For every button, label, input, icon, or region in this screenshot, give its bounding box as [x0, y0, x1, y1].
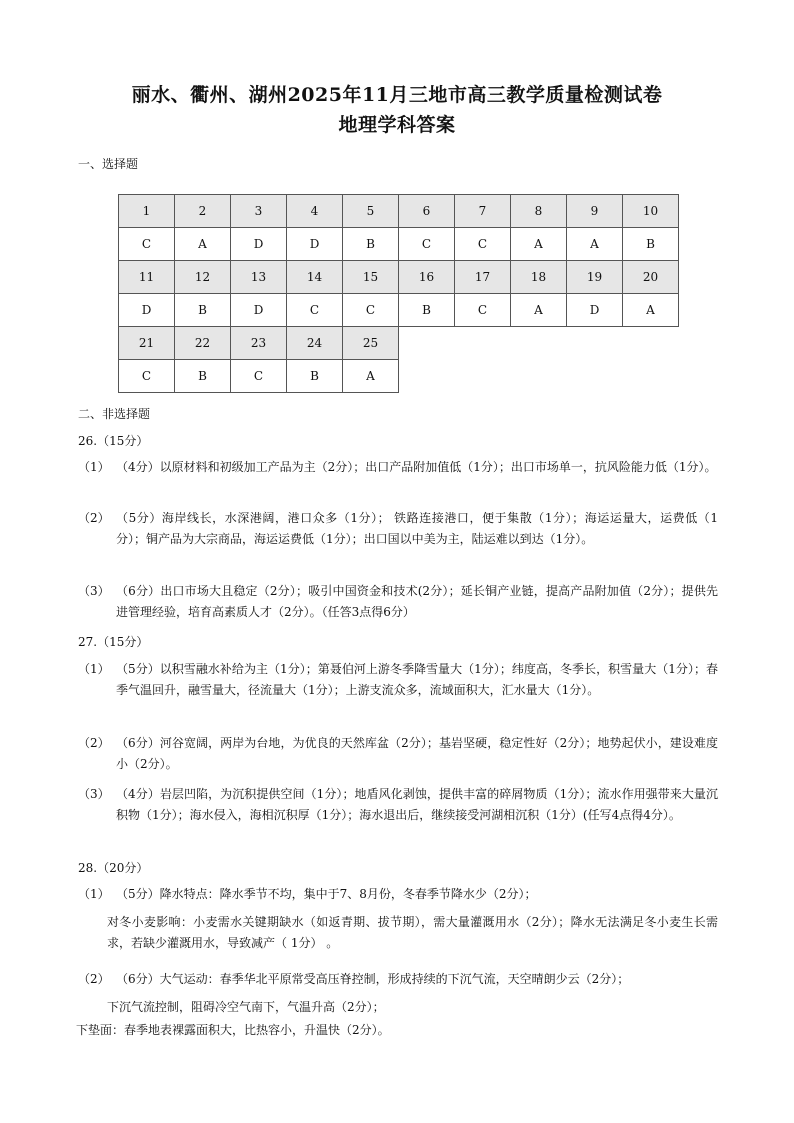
table-row-numbers	[119, 195, 679, 228]
question-number: 5	[343, 195, 399, 228]
question-number: 18	[511, 261, 567, 294]
q27-heading: 27.（15分）	[78, 635, 149, 649]
q26-text-2: （5分）海岸线长，水深港阔，港口众多（1分）； 铁路连接港口，便于集散（1分）；海运运量大，运费低（1分）；铜产品为大宗商品，海运运费低（1分）；出口国以中美为主，陆运难以到达（1分）。	[116, 511, 718, 546]
question-number: 9	[567, 195, 623, 228]
q27-answer-1	[78, 659, 718, 701]
q27-label-1: （1）	[78, 662, 110, 676]
question-number: 1	[119, 195, 175, 228]
answer-key: B	[287, 360, 343, 393]
answer-key: B	[343, 228, 399, 261]
q28-text-1: （5分）降水特点：降水季节不均，集中于7、8月份，冬春季节降水少（2分）；	[116, 887, 537, 901]
empty-cell	[399, 327, 679, 360]
question-number: 11	[119, 261, 175, 294]
empty-cell	[399, 360, 679, 393]
answer-key: B	[175, 360, 231, 393]
answer-key: B	[175, 294, 231, 327]
q28-label-2: （2）	[78, 972, 110, 986]
question-number: 12	[175, 261, 231, 294]
q27-label-3: （3）	[78, 787, 110, 801]
answer-key: A	[511, 294, 567, 327]
answer-key: B	[623, 228, 679, 261]
q26-label-2: （2）	[78, 511, 110, 525]
q26-label-1: （1）	[78, 460, 110, 474]
answer-key: C	[287, 294, 343, 327]
answer-key: C	[343, 294, 399, 327]
answer-key: D	[231, 294, 287, 327]
question-number: 17	[455, 261, 511, 294]
q27-label-2: （2）	[78, 736, 110, 750]
q26-answer-3	[78, 581, 718, 623]
answer-key: A	[567, 228, 623, 261]
answer-key: C	[399, 228, 455, 261]
answer-key: C	[231, 360, 287, 393]
question-number: 22	[175, 327, 231, 360]
question-number: 10	[623, 195, 679, 228]
question-number: 8	[511, 195, 567, 228]
question-number: 2	[175, 195, 231, 228]
document-title: 丽水、衢州、湖州2025年11月三地市高三教学质量检测试卷	[131, 84, 663, 106]
question-number: 4	[287, 195, 343, 228]
q28-label-1: （1）	[78, 887, 110, 901]
q28-answer-1	[78, 884, 718, 905]
answer-key: C	[455, 294, 511, 327]
q26-text-3: （6分）出口市场大且稳定（2分）；吸引中国资金和技术(2分）；延长铜产业链，提高产品附加值（2分）；提供先进管理经验，培育高素质人才（2分）。（任答3点得6分）	[116, 584, 718, 619]
q26-text-1: （4分）以原材料和初级加工产品为主（2分）；出口产品附加值低（1分）；出口市场单一，抗风险能力低（1分）。	[116, 460, 717, 474]
answer-key: B	[399, 294, 455, 327]
answer-key: A	[175, 228, 231, 261]
q27-text-1: （5分）以积雪融水补给为主（1分）；第聂伯河上游冬季降雪量大（1分）；纬度高，冬季长，积雪量大（1分）；春季气温回升，融雪量大，径流量大（1分）；上游支流众多，流域面积大，汇水量大（1分）。	[116, 662, 718, 697]
answer-key: D	[567, 294, 623, 327]
question-number: 7	[455, 195, 511, 228]
answer-key: D	[287, 228, 343, 261]
answer-key: A	[343, 360, 399, 393]
q27-answer-3	[78, 784, 718, 826]
question-number: 20	[623, 261, 679, 294]
q28-heading: 28.（20分）	[78, 861, 149, 875]
table-row-answers	[119, 360, 679, 393]
answer-key: C	[455, 228, 511, 261]
table-row-numbers	[119, 327, 679, 360]
document-subtitle: 地理学科答案	[338, 114, 456, 136]
question-number: 24	[287, 327, 343, 360]
question-number: 3	[231, 195, 287, 228]
section-choice-heading: 一、选择题	[78, 157, 139, 171]
q26-label-3: （3）	[78, 584, 110, 598]
q27-answer-2	[78, 733, 718, 775]
answer-table	[118, 194, 679, 393]
answer-key: C	[119, 360, 175, 393]
question-number: 23	[231, 327, 287, 360]
q28-answer-2b: 下沉气流控制，阻碍冷空气南下，气温升高（2分）；	[107, 1000, 385, 1014]
q26-answer-2	[78, 508, 718, 550]
q28-answer-2	[78, 969, 718, 990]
q28-text-2: （6分）大气运动：春季华北平原常受高压脊控制，形成持续的下沉气流，天空晴朗少云（2分）；	[116, 972, 630, 986]
q27-text-3: （4分）岩层凹陷，为沉积提供空间（1分）；地盾风化剥蚀，提供丰富的碎屑物质（1分）；流水作用强带来大量沉积物（1分）；海水侵入，海相沉积厚（1分）；海水退出后，继续接受河湖相沉积（1分）(任写4点得4分）。	[116, 787, 718, 822]
answer-key: D	[231, 228, 287, 261]
question-number: 13	[231, 261, 287, 294]
question-number: 21	[119, 327, 175, 360]
section-nonchoice-heading: 二、非选择题	[78, 407, 151, 421]
table-row-answers	[119, 294, 679, 327]
q28-answer-1b: 对冬小麦影响：小麦需水关键期缺水（如返青期、拔节期），需大量灌溉用水（2分）；降水无法满足冬小麦生长需求，若缺少灌溉用水，导致减产（ 1分） 。	[107, 915, 718, 950]
q27-text-2: （6分）河谷宽阔，两岸为台地，为优良的天然库盆（2分）；基岩坚硬，稳定性好（2分）；地势起伏小，建设难度小（2分）。	[116, 736, 718, 771]
q26-answer-1	[78, 457, 718, 478]
answer-key: A	[623, 294, 679, 327]
question-number: 25	[343, 327, 399, 360]
table-row-numbers	[119, 261, 679, 294]
answer-key: C	[119, 228, 175, 261]
q26-heading: 26.（15分）	[78, 434, 149, 448]
question-number: 16	[399, 261, 455, 294]
question-number: 19	[567, 261, 623, 294]
answer-key: D	[119, 294, 175, 327]
table-row-answers	[119, 228, 679, 261]
answer-key: A	[511, 228, 567, 261]
q28-answer-2c: 下垫面：春季地表裸露面积大，比热容小，升温快（2分）。	[76, 1023, 390, 1037]
question-number: 14	[287, 261, 343, 294]
question-number: 6	[399, 195, 455, 228]
question-number: 15	[343, 261, 399, 294]
